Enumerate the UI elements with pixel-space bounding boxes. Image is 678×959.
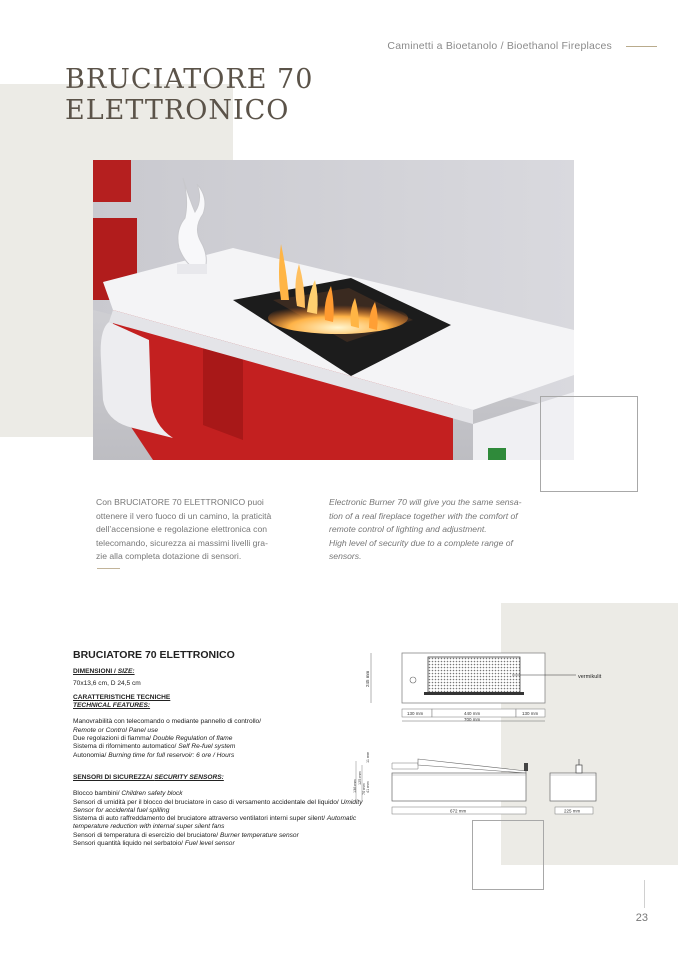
description-divider xyxy=(97,568,120,569)
description-italian xyxy=(96,496,308,564)
page-number: 23 xyxy=(635,912,648,924)
description-line: Electronic Burner 70 will give you the same sensa- xyxy=(329,497,522,507)
dim-side-b: 70 mm xyxy=(362,783,366,795)
dimensions-value: 70x13,6 cm, D 24,5 cm xyxy=(73,679,141,687)
decorative-frame-top xyxy=(540,396,638,492)
dim-end-width: 225 mm xyxy=(564,808,581,814)
sensor-item: Sensori quantità liquido nel serbatoio/ Fuel level sensor xyxy=(73,840,235,848)
header-divider xyxy=(626,46,657,47)
description-line: zie alla completa dotazione di sensori. xyxy=(96,551,242,562)
sensor-item: Sistema di auto raffreddamento del bruciatore attraverso ventilatori interni super silent/ Automatic temperature reduction with internal super silent fans xyxy=(73,815,357,831)
sensor-item: Blocco bambini/ Children safety block xyxy=(73,790,183,798)
page-title xyxy=(65,64,313,126)
description-line: telecomando, sicurezza ai massimi livelli gra- xyxy=(96,537,268,548)
title-line-2: ELETTRONICO xyxy=(65,95,290,126)
dim-side-c: 41 mm xyxy=(366,781,370,793)
section-header: Caminetti a Bioetanolo / Bioethanol Fireplaces xyxy=(387,40,612,52)
description-line: High level of security due to a complete range of xyxy=(329,537,513,548)
description-line: sensors. xyxy=(329,551,362,562)
features-label-en: TECHNICAL FEATURES: xyxy=(73,702,151,710)
dim-total: 700 mm xyxy=(464,717,481,722)
features-label-it: CARATTERISTICHE TECNICHE xyxy=(73,693,171,701)
dim-left: 130 mm xyxy=(407,711,424,716)
feature-item: Sistema di rifornimento automatico/ Self Re-fuel system xyxy=(73,743,236,751)
feature-item: Manovrabilità con telecomando o mediante pannello di controllo/ Remote or Control Panel use xyxy=(73,718,262,734)
description-line: remote control of lighting and adjustment. xyxy=(329,524,487,535)
page-number-divider xyxy=(644,880,645,908)
description-line: tion of a real fireplace together with the comfort of xyxy=(329,510,518,521)
specs-title: BRUCIATORE 70 ELETTRONICO xyxy=(73,649,235,661)
dim-side-length: 672 mm xyxy=(450,808,467,814)
description-line: dell’accensione e regolazione elettronica con xyxy=(96,524,268,535)
feature-item: Autonomia/ Burning time for full reservoir: 6 ore / Hours xyxy=(73,751,235,759)
feature-item: Due regolazioni di fiamma/ Double Regulation of flame xyxy=(73,735,233,743)
dim-side-top: 11 mm xyxy=(366,751,370,763)
sensors-label: SENSORI DI SICUREZZA/ SECURITY SENSORS: xyxy=(73,773,224,781)
product-photo xyxy=(93,160,574,460)
drawing-side-view xyxy=(353,752,528,814)
drawing-top-view xyxy=(365,653,602,722)
dim-side-total: 136 mm xyxy=(353,779,357,793)
dimensions-label: DIMENSIONI / SIZE: xyxy=(73,668,135,676)
title-line-1: BRUCIATORE 70 xyxy=(65,64,314,95)
decorative-frame-bottom xyxy=(472,820,544,890)
technical-specs xyxy=(73,651,363,848)
technical-drawing xyxy=(350,645,610,825)
description-line: Con BRUCIATORE 70 ELETTRONICO puoi xyxy=(96,497,264,507)
sensor-item: Sensori di temperatura di esercizio del bruciatore/ Burner temperature sensor xyxy=(73,831,299,839)
dim-center: 440 mm xyxy=(464,711,481,716)
dim-top-height: 245 mm xyxy=(365,670,370,687)
sensor-item: Sensori di umidità per il blocco del bruciatore in caso di versamento accidentale del liquido/ Umidity Sensor for accidental fuel spilling xyxy=(73,798,363,814)
dim-side-a: 125 mm xyxy=(358,771,362,785)
description-english xyxy=(329,496,564,564)
dim-right: 130 mm xyxy=(522,711,539,716)
label-vermikulit: vermikulit xyxy=(578,674,602,680)
description-line: ottenere il vero fuoco di un camino, la praticità xyxy=(96,510,272,521)
drawing-end-view xyxy=(550,759,596,814)
